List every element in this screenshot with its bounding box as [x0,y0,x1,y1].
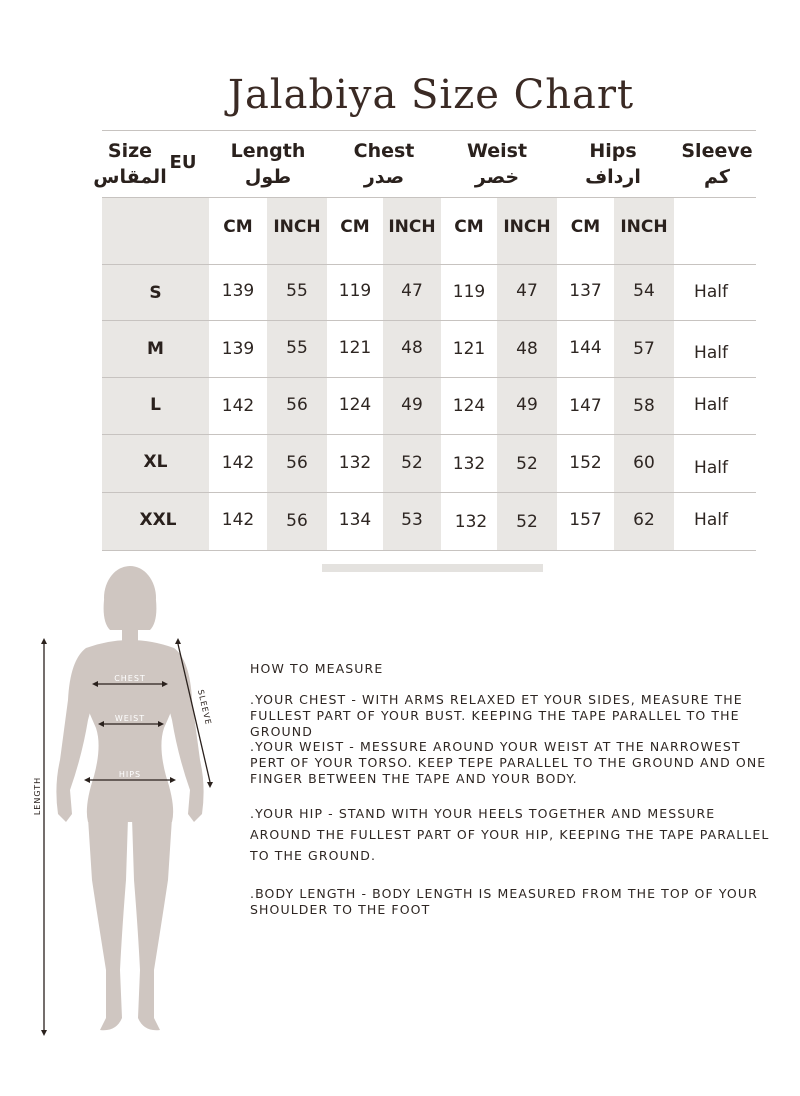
row-m-size: M [147,339,164,359]
weist-label: WEIST [114,714,146,723]
table-rule-row2 [102,377,756,378]
body-length-instruction: .BODY LENGTH - BODY LENGTH IS MEASURED FROM THE TOP OF YOUR SHOULDER TO THE FOOT [250,886,758,917]
chest-instruction: .YOUR CHEST - WITH ARMS RELAXED ET YOUR SIDES, MEASURE THE FULLEST PART OF YOUR BUST. KEEPING THE TAPE PARALLEL TO THE GROUND [250,692,743,739]
table-cell: 49 [401,395,423,415]
table-cell: 152 [569,453,602,473]
table-cell: 52 [401,453,423,473]
table-cell: 58 [633,396,655,416]
unit-weist-inch: INCH [503,217,551,237]
table-cell: 60 [633,453,655,473]
table-cell: 142 [221,510,255,530]
table-cell: 137 [569,281,602,301]
row-xxl-size: XXL [139,510,177,530]
table-cell: 55 [286,338,308,358]
table-cell: 48 [401,338,423,358]
header-sleeve: Sleeve كم [681,140,753,188]
length-label: LENGTH [33,776,42,816]
table-cell: 57 [633,339,655,359]
row-m-sleeve: Half [694,343,728,363]
table-cell: 119 [452,282,486,302]
table-cell: 119 [338,281,372,301]
table-rule-row1 [102,320,756,321]
row-l-size: L [150,395,161,415]
table-cell: 121 [452,339,486,359]
table-cell: 55 [286,281,308,301]
how-to-measure-heading: HOW TO MEASURE [250,661,384,676]
table-rule-row4 [102,492,756,493]
table-cell: 147 [569,396,602,416]
header-length: Length طول [230,140,306,188]
row-xxl-sleeve: Half [694,510,728,530]
weist-instruction: .YOUR WEIST - MESSURE AROUND YOUR WEIST AT THE NARROWEST PERT OF YOUR TORSO. KEEP TEPE PARALLEL TO THE GROUND AND ONE FINGER BETWEEN THE TAPE AND YOUR BODY. [250,739,767,786]
row-xl-sleeve: Half [694,458,728,478]
size-column-shade [102,198,209,550]
table-rule-bottom [102,550,756,551]
table-cell: 134 [338,510,372,530]
table-cell: 132 [454,512,488,532]
table-cell: 54 [633,281,655,301]
row-l-sleeve: Half [694,395,728,415]
table-cell: 132 [452,454,486,474]
header-hips: Hips ارداف [585,140,641,188]
unit-weist-cm: CM [454,217,484,237]
table-cell: 47 [516,281,538,301]
row-s-size: S [149,283,162,303]
row-xl-size: XL [143,452,168,472]
unit-length-inch: INCH [273,217,321,237]
table-cell: 52 [516,454,538,474]
table-cell: 157 [569,510,602,530]
hips-label: HIPS [118,770,142,779]
header-eu: EU [169,152,197,173]
table-cell: 53 [401,510,423,530]
header-weist: Weist خصر [466,140,528,188]
body-figure [30,560,220,1040]
table-rule-row3 [102,434,756,435]
hips-inch-shade [614,198,674,550]
table-cell: 139 [221,339,255,359]
page-title: Jalabiya Size Chart [227,72,635,118]
table-cell: 142 [221,396,255,416]
table-rule-top [102,130,756,131]
table-cell: 124 [338,395,372,415]
unit-hips-cm: CM [570,217,601,237]
table-cell: 124 [452,396,486,416]
sleeve-label: SLEEVE [195,688,213,727]
table-cell: 49 [516,395,538,415]
table-cell: 48 [516,339,538,359]
row-s-sleeve: Half [694,282,728,302]
chest-inch-shade [383,198,441,550]
table-cell: 132 [338,453,372,473]
length-inch-shade [267,198,327,550]
divider-bar [322,564,543,572]
chest-label: CHEST [114,674,146,683]
table-rule-header [102,197,756,198]
table-cell: 56 [286,511,308,531]
hip-instruction: .YOUR HIP - STAND WITH YOUR HEELS TOGETHER AND MESSURE AROUND THE FULLEST PART OF YOUR HIP, KEEPING THE TAPE PARALLEL TO THE GROUND. [250,806,770,863]
table-cell: 121 [338,338,372,358]
table-cell: 52 [516,512,538,532]
table-cell: 62 [633,510,655,530]
table-cell: 56 [286,453,308,473]
header-chest: Chest صدر [353,140,415,188]
table-cell: 47 [401,281,423,301]
body-silhouette [56,566,203,1030]
weist-inch-shade [497,198,557,550]
unit-chest-inch: INCH [388,217,436,237]
unit-length-cm: CM [223,217,253,237]
table-cell: 142 [221,453,255,473]
table-cell: 56 [286,395,308,415]
unit-hips-inch: INCH [620,217,668,237]
header-size: Size المقاس [93,140,167,188]
table-cell: 144 [569,338,602,358]
table-rule-units [102,264,756,265]
table-cell: 139 [221,281,255,301]
unit-chest-cm: CM [340,217,370,237]
